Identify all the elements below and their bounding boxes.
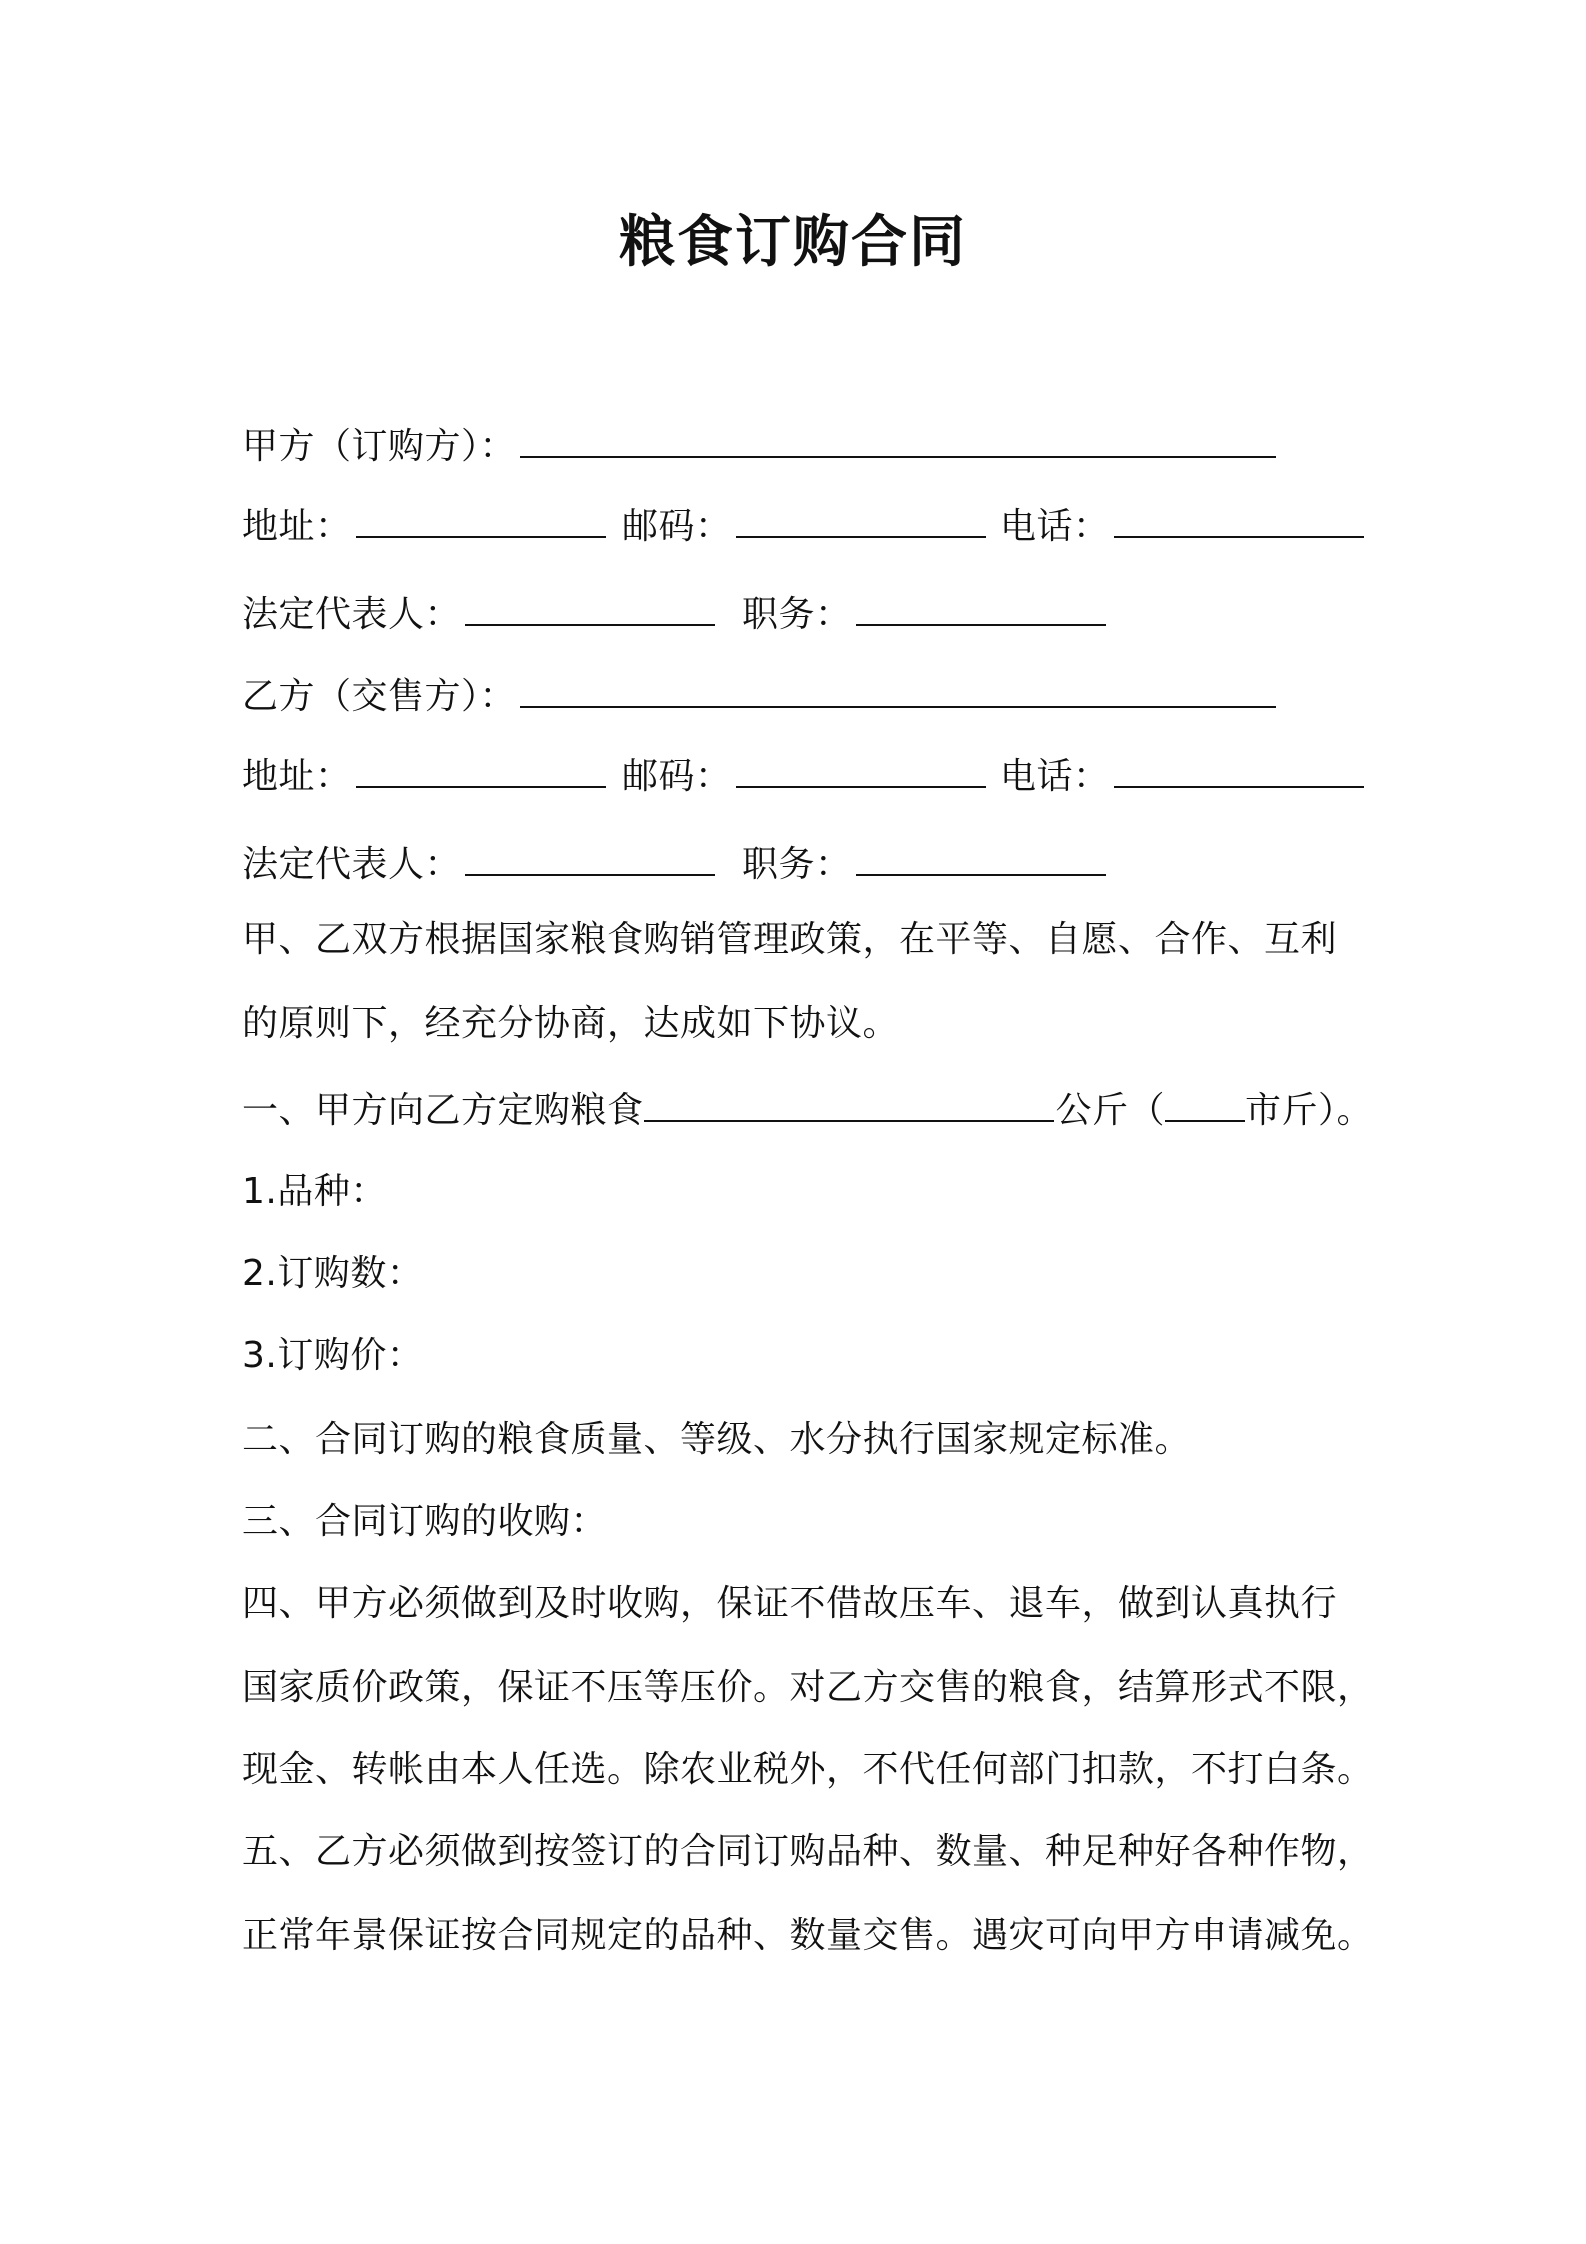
clause-5-line-1: 五、乙方必须做到按签订的合同订购品种、数量、种足种好各种作物， [242, 1831, 1374, 1872]
party-a-postcode-label: 邮码： [622, 506, 732, 547]
party-a-line [242, 420, 1280, 471]
party-a-address-label: 地址： [242, 506, 352, 547]
party-b-postcode-group [622, 750, 990, 801]
grain-jin-blank[interactable] [1165, 1084, 1245, 1122]
grain-quantity-blank[interactable] [644, 1084, 1054, 1122]
party-b-line [242, 670, 1280, 721]
clause-1-unit-jin: 市斤）。 [1245, 1090, 1374, 1131]
party-b-rep-line [242, 838, 1362, 886]
party-b-legal-rep-blank[interactable] [465, 838, 715, 876]
party-a-address-group [242, 500, 610, 551]
party-a-legal-rep-group [242, 588, 719, 639]
party-b-phone-label: 电话： [1000, 756, 1110, 797]
party-a-position-label: 职务： [742, 594, 852, 635]
party-b-postcode-blank[interactable] [736, 750, 986, 788]
clause-1-unit-kg: 公斤（ [1055, 1090, 1166, 1131]
clause-4-line-1: 四、甲方必须做到及时收购，保证不借故压车、退车，做到认真执行 [242, 1583, 1338, 1624]
party-b-address-label: 地址： [242, 756, 352, 797]
party-b-label: 乙方（交售方）： [242, 676, 517, 717]
party-a-contact-line [242, 500, 1362, 548]
party-a-legal-rep-label: 法定代表人： [242, 594, 462, 635]
party-b-address-group [242, 750, 610, 801]
party-a-legal-rep-blank[interactable] [465, 588, 715, 626]
preamble-line-2: 的原则下，经充分协商，达成如下协议。 [242, 1003, 900, 1044]
party-a-postcode-group [622, 500, 990, 551]
party-b-position-group [742, 838, 1110, 889]
party-a-postcode-blank[interactable] [736, 500, 986, 538]
party-a-phone-group [1000, 500, 1368, 551]
party-a-phone-blank[interactable] [1114, 500, 1364, 538]
preamble-line-1: 甲、乙双方根据国家粮食购销管理政策，在平等、自愿、合作、互利 [242, 919, 1338, 960]
party-b-legal-rep-group [242, 838, 719, 889]
party-a-phone-label: 电话： [1000, 506, 1110, 547]
item-variety: 1.品种： [242, 1171, 387, 1212]
party-b-postcode-label: 邮码： [622, 756, 732, 797]
clause-4-line-2: 国家质价政策，保证不压等压价。对乙方交售的粮食，结算形式不限， [242, 1667, 1374, 1708]
party-b-address-blank[interactable] [356, 750, 606, 788]
clause-4-line-3: 现金、转帐由本人任选。除农业税外，不代任何部门扣款，不打白条。 [242, 1749, 1374, 1790]
party-b-phone-group [1000, 750, 1368, 801]
party-b-legal-rep-label: 法定代表人： [242, 844, 462, 885]
clause-3: 三、合同订购的收购： [242, 1501, 608, 1542]
clause-1 [242, 1084, 1373, 1135]
party-a-position-group [742, 588, 1110, 639]
clause-2: 二、合同订购的粮食质量、等级、水分执行国家规定标准。 [242, 1419, 1192, 1460]
party-b-position-blank[interactable] [856, 838, 1106, 876]
party-b-position-label: 职务： [742, 844, 852, 885]
party-a-rep-line [242, 588, 1362, 636]
party-a-position-blank[interactable] [856, 588, 1106, 626]
party-a-label: 甲方（订购方）： [242, 426, 517, 467]
document-title: 粮食订购合同 [619, 210, 967, 275]
party-b-name-blank[interactable] [520, 670, 1276, 708]
party-a-name-blank[interactable] [520, 420, 1276, 458]
clause-1-prefix: 一、甲方向乙方定购粮食 [242, 1090, 644, 1131]
party-a-address-blank[interactable] [356, 500, 606, 538]
item-price: 3.订购价： [242, 1335, 424, 1376]
clause-5-line-2: 正常年景保证按合同规定的品种、数量交售。遇灾可向甲方申请减免。 [242, 1915, 1374, 1956]
item-quantity: 2.订购数： [242, 1253, 424, 1294]
party-b-phone-blank[interactable] [1114, 750, 1364, 788]
party-b-contact-line [242, 750, 1362, 798]
